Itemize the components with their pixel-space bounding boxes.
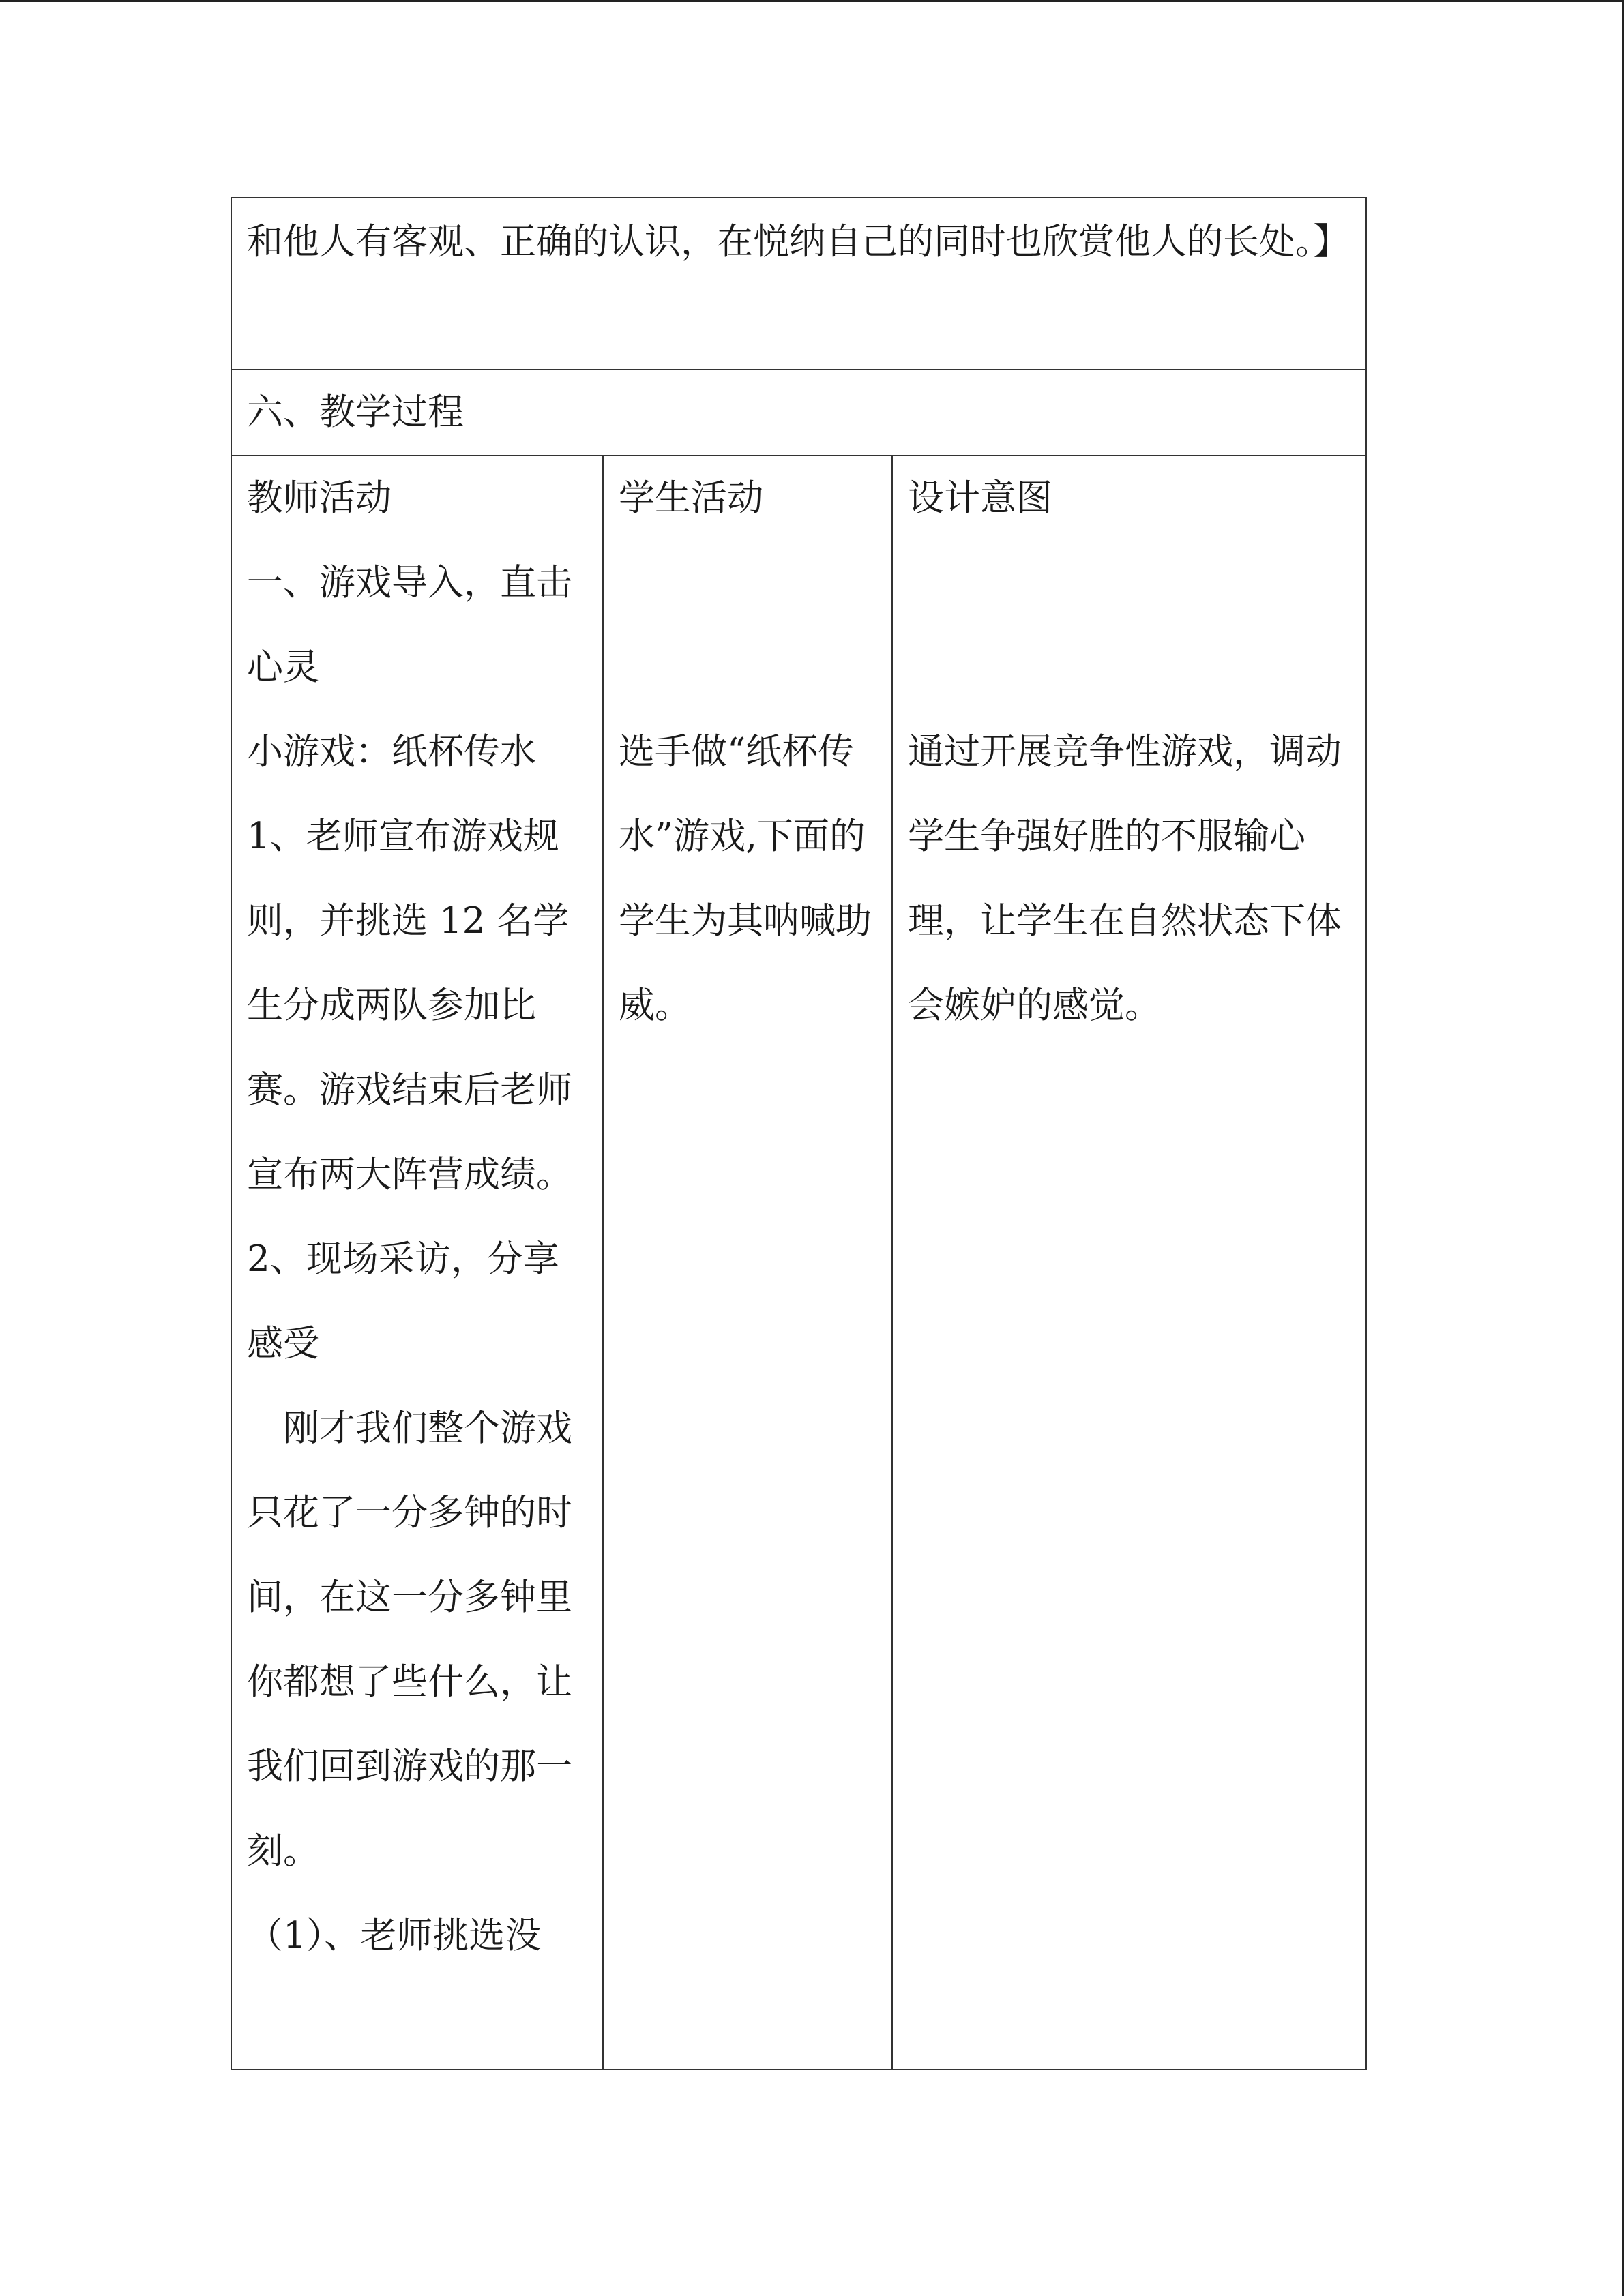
teacher-line-6: （1）、老师挑选没 <box>247 1915 542 1956</box>
activity-row <box>231 456 1366 2070</box>
lesson-plan-table <box>231 197 1367 2070</box>
teacher-activity-header: 教师活动 <box>247 477 392 519</box>
teacher-line-4: 2、现场采访，分享感受 <box>247 1238 559 1365</box>
teacher-line-2: 小游戏：纸杯传水 <box>247 731 536 773</box>
design-intent-header: 设计意图 <box>908 477 1052 519</box>
section-title-cell <box>231 370 1366 456</box>
teacher-activity-cell <box>231 456 603 2070</box>
student-activity-header: 学生活动 <box>619 477 763 519</box>
design-intent-cell <box>892 456 1366 2070</box>
student-activity-text: 选手做“纸杯传水”游戏,下面的学生为其呐喊助威。 <box>619 731 872 1026</box>
teacher-line-5: 刚才我们整个游戏只花了一分多钟的时间，在这一分多钟里你都想了些什么，让我们回到游戏的那一刻。 <box>247 1407 572 1872</box>
teacher-line-1: 一、游戏导入，直击心灵 <box>247 562 572 688</box>
continuation-row <box>231 198 1366 370</box>
section-row <box>231 370 1366 456</box>
continuation-cell <box>231 198 1366 370</box>
section-title: 六、教学过程 <box>247 391 464 433</box>
continuation-text: 和他人有客观、正确的认识，在悦纳自己的同时也欣赏他人的长处。】 <box>247 221 1350 263</box>
teacher-line-3: 1、老师宣布游戏规则，并挑选 12 名学生分成两队参加比赛。游戏结束后老师宣布两大阵营成绩。 <box>247 816 572 1195</box>
page-top-edge <box>0 0 1624 2</box>
student-activity-cell <box>603 456 892 2070</box>
design-intent-text: 通过开展竞争性游戏，调动学生争强好胜的不服输心理，让学生在自然状态下体会嫉妒的感觉。 <box>908 731 1342 1026</box>
